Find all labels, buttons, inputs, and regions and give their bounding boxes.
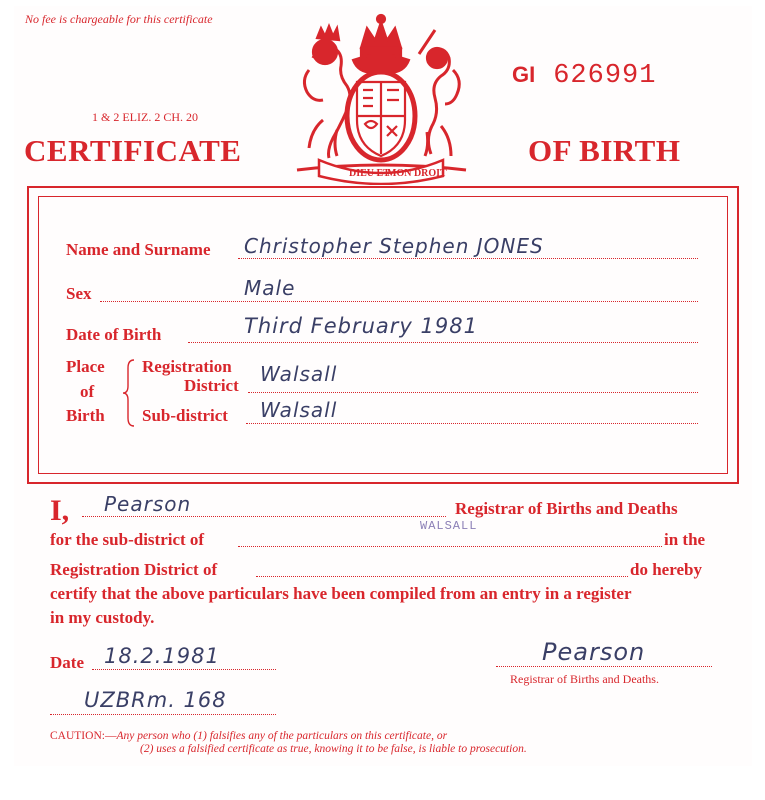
reg-district-dotted-line	[248, 392, 698, 393]
in-the-label: in the	[664, 530, 706, 549]
reg-district-of-label: Registration District of	[50, 560, 218, 579]
name-label: Name and Surname	[66, 240, 211, 259]
registrar-title: Registrar of Births and Deaths	[455, 499, 678, 518]
reg-district-label-1: Registration	[142, 357, 232, 376]
subdistrict-of-label: for the sub-district of	[50, 530, 205, 549]
certify-text: certify that the above particulars have been compiled from an entry in a register	[50, 584, 632, 603]
caution-line-1	[50, 730, 447, 742]
caution-text-1: Any person who (1) falsifies any of the particulars on this certificate, or	[116, 730, 448, 742]
registrar-dotted-line	[82, 516, 446, 517]
custody-text: in my custody.	[50, 608, 155, 627]
sex-dotted-line	[100, 301, 698, 302]
birth-label: Birth	[66, 406, 105, 425]
motto-right: MON DROIT	[387, 168, 447, 179]
name-dotted-line	[238, 258, 698, 259]
serial-number	[512, 58, 656, 91]
do-hereby-label: do hereby	[630, 560, 702, 579]
subdistrict-dotted-line	[238, 546, 662, 547]
dob-dotted-line	[188, 342, 698, 343]
entry-ref-dotted-line	[50, 714, 276, 715]
caution-label: CAUTION:—	[50, 730, 117, 742]
sub-district-label: Sub-district	[142, 406, 228, 425]
serial-digits: 626991	[553, 61, 657, 91]
date-label: Date	[50, 653, 84, 672]
place-label: Place	[66, 357, 105, 376]
act-reference: 1 & 2 ELIZ. 2 CH. 20	[92, 110, 198, 124]
dob-label: Date of Birth	[66, 325, 162, 344]
sub-district-value: Walsall	[260, 398, 338, 422]
serial-prefix: GI	[512, 62, 536, 87]
registrar-name: Pearson	[104, 492, 192, 516]
signature-caption: Registrar of Births and Deaths.	[510, 672, 659, 686]
motto-left: DIEU ET	[349, 168, 390, 179]
sub-district-dotted-line	[246, 423, 698, 424]
title-certificate: CERTIFICATE	[24, 133, 242, 168]
of-label: of	[80, 382, 95, 401]
name-value: Christopher Stephen JONES	[244, 234, 544, 258]
date-dotted-line	[92, 669, 276, 670]
caution-line-2: (2) uses a falsified certificate as true, knowing it to be false, is liable to prosecution.	[140, 743, 527, 755]
royal-coat-of-arms-icon	[283, 10, 480, 185]
reg-district-value: Walsall	[260, 362, 338, 386]
walsall-stamp: WALSALL	[420, 519, 478, 533]
entry-reference: UZBRm. 168	[84, 688, 227, 712]
title-of-birth: OF BIRTH	[528, 133, 681, 168]
reg-district-of-dotted-line	[256, 576, 628, 577]
fee-note: No fee is chargeable for this certificate	[25, 12, 213, 26]
reg-district-label-2: District	[184, 376, 239, 395]
registrar-signature: Pearson	[542, 638, 646, 666]
place-brace-icon	[122, 358, 136, 428]
dob-value: Third February 1981	[244, 314, 478, 338]
sex-label: Sex	[66, 284, 92, 303]
signature-dotted-line	[496, 666, 712, 667]
date-value: 18.2.1981	[104, 644, 220, 668]
sex-value: Male	[244, 276, 296, 300]
i-label: I,	[50, 494, 70, 527]
